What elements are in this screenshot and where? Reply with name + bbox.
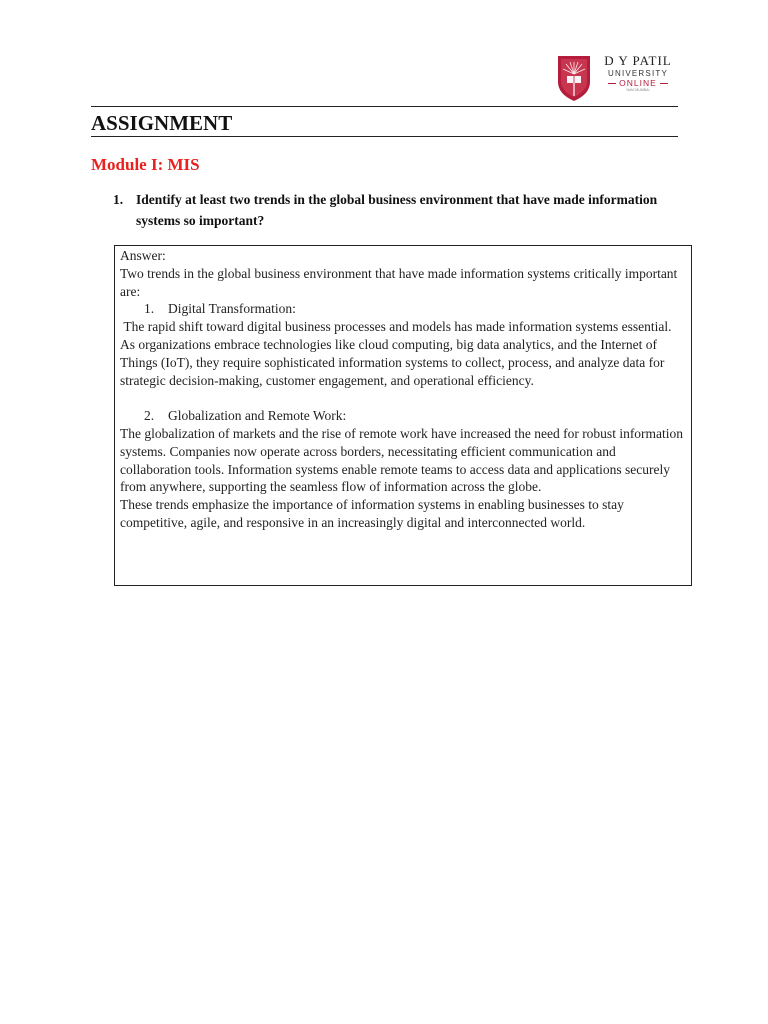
list-item-number: 2.	[144, 408, 155, 424]
list-item-number: 1.	[144, 301, 155, 317]
logo-name: D Y PATIL	[604, 53, 672, 68]
logo-line-left	[608, 83, 616, 84]
list-item-body: The rapid shift toward digital business processes and models has made information systems essential. As organizations embrace technologies like cloud computing, big data analytics, and the Internet of Things (IoT), they require sophisticated information systems to collect, process, and analyze data for strategic decision-making, customer engagement, and operational efficiency.	[120, 319, 675, 388]
list-item-body: The globalization of markets and the rise of remote work have increased the need for robust information systems. Companies now operate across borders, necessitating efficient communication and collaboration tools. Information systems enable remote teams to access data and applications securely from anywhere, supporting the seamless flow of information across the globe.	[120, 425, 684, 495]
answer-list-item	[120, 300, 685, 318]
answer-box	[114, 245, 692, 586]
header-rule-bottom	[91, 136, 678, 137]
answer-conclusion: These trends emphasize the importance of information systems in enabling businesses to stay competitive, agile, and responsive in an increasingly digital and interconnected world.	[120, 497, 624, 530]
university-logo	[556, 52, 676, 104]
logo-university: UNIVERSITY	[607, 69, 668, 78]
logo-online: ONLINE	[619, 78, 657, 88]
logo-tagline: NAVI MUMBAI	[626, 88, 650, 92]
logo-line-right	[660, 83, 668, 84]
answer-intro: Two trends in the global business environment that have made information systems critically important are:	[120, 265, 678, 299]
logo-wordmark	[598, 54, 678, 93]
answer-label: Answer:	[120, 248, 166, 263]
list-item-title: Digital Transformation:	[168, 301, 296, 317]
shield-crest-icon	[556, 52, 592, 102]
question-item	[113, 189, 673, 231]
module-heading: Module I: MIS	[91, 155, 200, 174]
question-text: Identify at least two trends in the global business environment that have made information systems so important?	[136, 192, 658, 228]
page-title: ASSIGNMENT	[91, 111, 233, 135]
list-item-title: Globalization and Remote Work:	[168, 408, 347, 424]
question-number: 1.	[113, 192, 124, 207]
logo-online-row	[598, 78, 678, 88]
answer-list-item	[120, 407, 685, 425]
header-rule-top	[91, 106, 678, 107]
paragraph-spacer	[120, 389, 685, 407]
